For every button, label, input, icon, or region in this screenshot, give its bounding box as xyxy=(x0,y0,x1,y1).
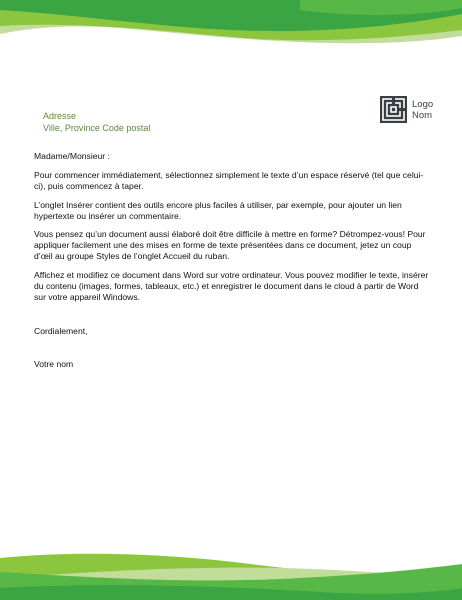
salutation[interactable]: Madame/Monsieur : xyxy=(34,151,110,161)
logo-text xyxy=(412,99,433,121)
signature-name[interactable]: Votre nom xyxy=(34,359,74,370)
sender-address xyxy=(43,110,150,134)
company-logo[interactable] xyxy=(380,96,433,123)
closing[interactable]: Cordialement, xyxy=(34,326,88,337)
letter-body xyxy=(34,151,430,378)
city-province-postal-line[interactable]: Ville, Province Code postal xyxy=(43,123,151,133)
footer-wave-decoration xyxy=(0,548,462,600)
logo-line-1: Logo xyxy=(412,98,434,110)
header-wave-decoration xyxy=(0,0,462,62)
address-line[interactable]: Adresse xyxy=(43,111,77,121)
body-paragraph[interactable]: Vous pensez qu’un document aussi élaboré doit être difficile à mettre en forme? Détrompez-vous! Pour appliquer facilement une des mises en forme de texte présentées dans ce document, jetez un coup d’œil au groupe Styles de l’onglet Accueil du ruban. xyxy=(34,229,426,262)
body-paragraph[interactable]: Pour commencer immédiatement, sélectionnez simplement le texte d’un espace réservé (tel que celui-ci), puis commencez à taper. xyxy=(34,170,424,192)
logo-line-2: Nom xyxy=(412,109,433,121)
maze-logo-icon xyxy=(380,96,407,123)
body-paragraph[interactable]: Affichez et modifiez ce document dans Word sur votre ordinateur. Vous pouvez modifier le texte, insérer du contenu (images, formes, tableaux, etc.) et enregistrer le document dans le cloud à partir de Word sur votre appareil Windows. xyxy=(34,269,429,303)
body-paragraph[interactable]: L’onglet Insérer contient des outils encore plus faciles à utiliser, par exemple, pour ajouter un lien hypertexte ou insérer un commentaire. xyxy=(34,199,402,221)
